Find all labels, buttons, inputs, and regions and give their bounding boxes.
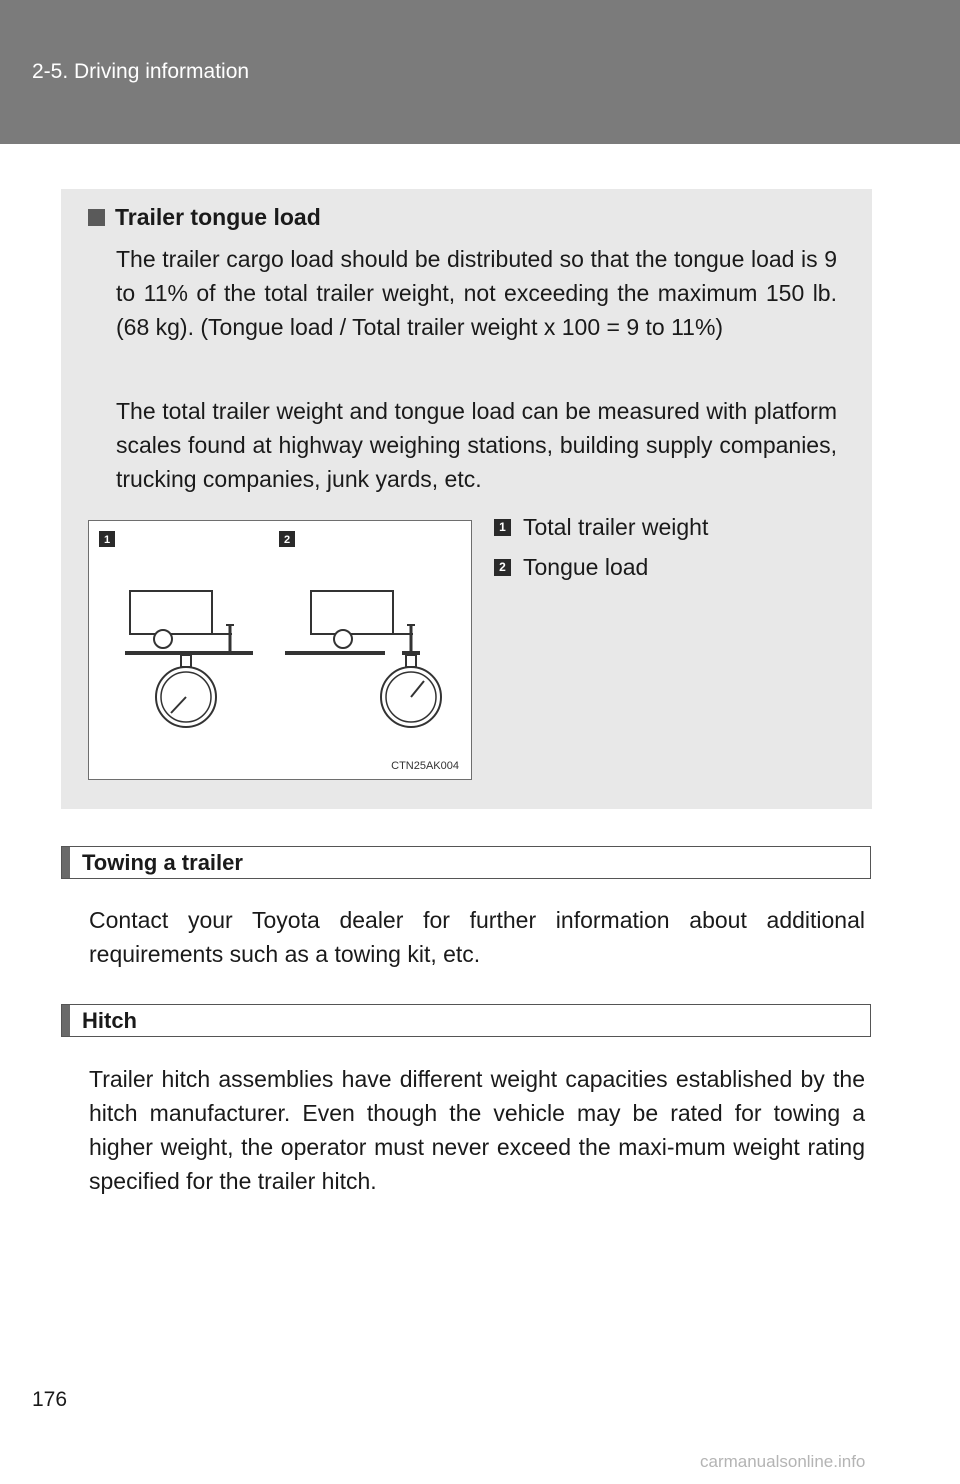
note-paragraph-2: The total trailer weight and tongue load can be measured with platform scales found at highway weighing stations, building supply companies, trucking companies, junk yards, etc. [116, 398, 837, 492]
trailer-right [285, 591, 441, 727]
section-stripe [62, 1005, 70, 1036]
section-title-towing: Towing a trailer [82, 850, 243, 875]
section-heading-hitch [61, 1004, 871, 1037]
note-heading [88, 204, 321, 231]
legend-label-2: Tongue load [523, 554, 649, 580]
ground-right [285, 651, 385, 655]
figure-code: CTN25AK004 [391, 760, 459, 772]
section-title-hitch: Hitch [82, 1008, 137, 1033]
legend-item-2 [494, 554, 648, 581]
square-bullet-icon [88, 209, 105, 226]
watermark: carmanualsonline.info [700, 1452, 866, 1471]
section-heading-towing [61, 846, 871, 879]
scale-diagram [89, 521, 471, 779]
note-paragraph-1: The trailer cargo load should be distributed so that the tongue load is 9 to 11% of the total trailer weight, not exceeding the maximum 150 lb. (68 kg). (Tongue load / Total trailer weight x 100 = 9 to 11%) [116, 246, 837, 340]
page-header [0, 0, 960, 144]
legend-item-1 [494, 514, 708, 541]
legend-label-1: Total trailer weight [523, 514, 709, 540]
page-number: 176 [32, 1388, 68, 1411]
figure-badge-1-text: 1 [103, 534, 111, 546]
note-heading-text: Trailer tongue load [115, 204, 321, 230]
section-breadcrumb: 2-5. Driving information [32, 60, 250, 83]
section-body-hitch: Trailer hitch assemblies have different weight capacities established by the hitch manufacturer. Even though the vehicle may be rated for towing a higher weight, the operator must never exceed the maxi-mum weight rating specified for the trailer hitch. [89, 1066, 865, 1194]
section-stripe [62, 847, 70, 878]
legend-badge-2: 2 [494, 559, 511, 576]
figure-badge-2-text: 2 [283, 534, 291, 546]
trailer-left [125, 591, 253, 727]
section-body-towing: Contact your Toyota dealer for further information about additional requirements such as a towing kit, etc. [89, 907, 865, 967]
legend-badge-1: 1 [494, 519, 511, 536]
tongue-load-figure [88, 520, 472, 780]
